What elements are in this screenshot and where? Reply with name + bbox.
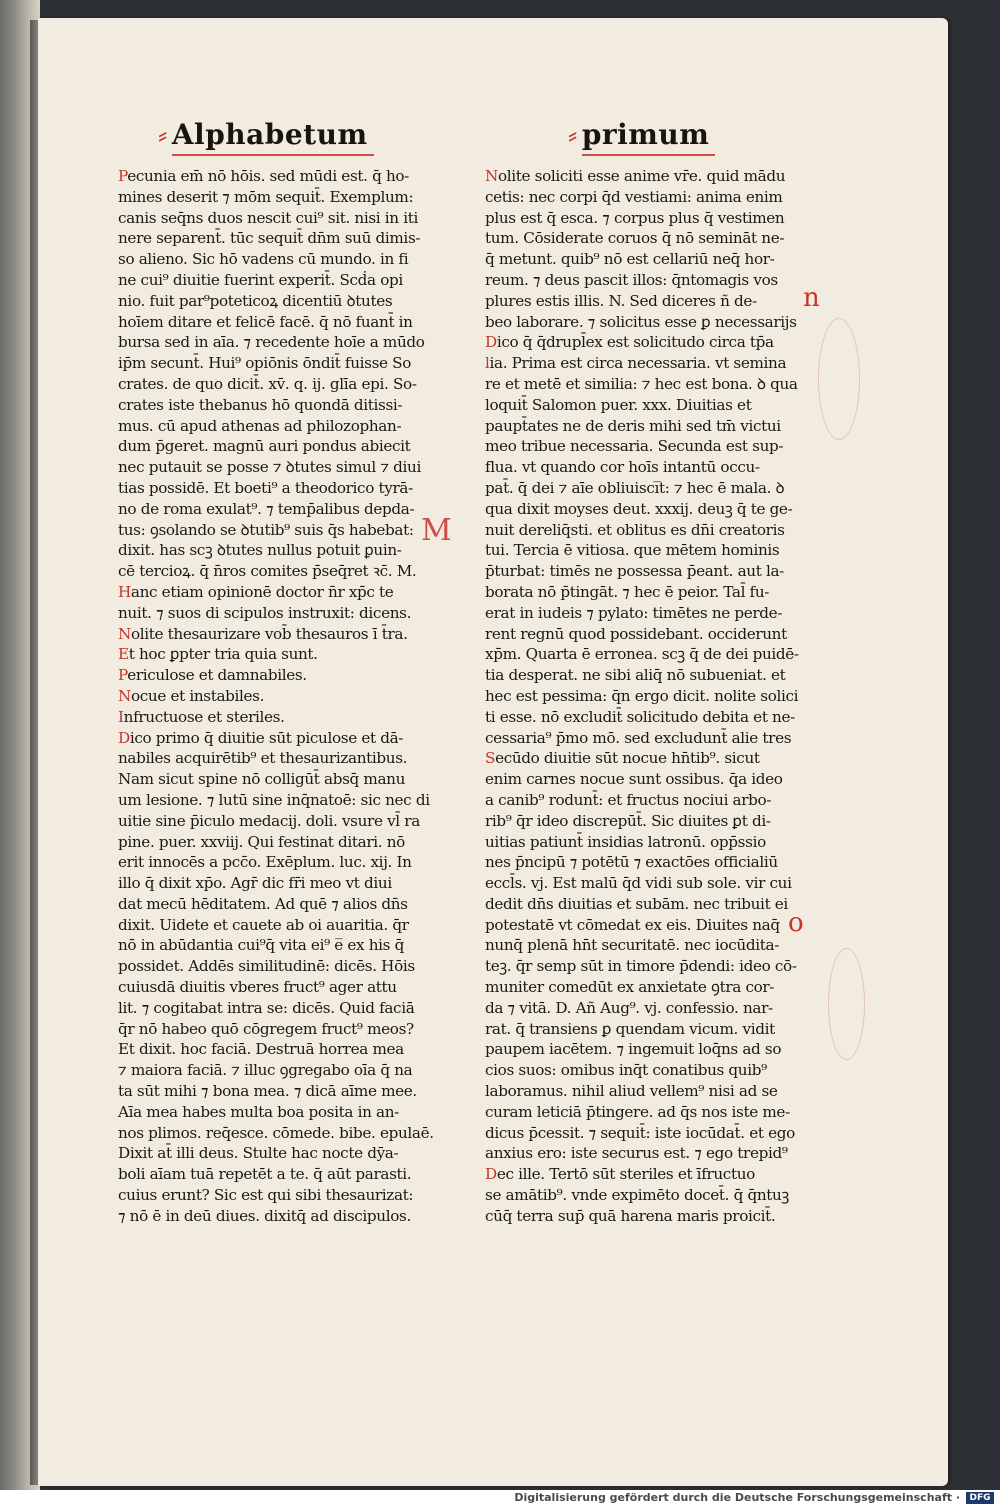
- margin-rubric-letter-n: n: [803, 283, 820, 313]
- left-column-line: [118, 166, 418, 187]
- book-page: [38, 18, 948, 1486]
- rubricated-initial: N: [118, 686, 131, 705]
- right-column-line: nuit dereliq̄sti. et oblitus es dn̄i creatoris: [485, 520, 785, 539]
- right-column-line: tia desperat. ne sibi aliq̄ nō subueniat. et: [485, 666, 786, 685]
- left-column-line: ne cui⁹ diuitie fuerint experit̄. Scḋa opi: [118, 270, 403, 289]
- left-column-line: [118, 624, 418, 645]
- paragraph-mark-icon: ⸗: [568, 118, 578, 151]
- right-column-line: q̄ metunt. quib⁹ nō est cellariū neq̄ hor-: [485, 250, 775, 269]
- left-column-line: [118, 644, 418, 665]
- left-column-line: um lesione. ⁊ lutū sine inq̄natoē: sic nec di: [118, 790, 430, 809]
- right-column-line: rent regnū quod possidebant. occiderunt: [485, 624, 787, 643]
- left-column-line: mus. cū apud athenas ad philozophan-: [118, 416, 402, 435]
- left-column-line: nec putauit se posse ⁊ ꝺtutes simul ⁊ diui: [118, 458, 421, 477]
- right-column-line: dicus p̄cessit. ⁊ sequit̄: iste iocūdat̄. et ego: [485, 1123, 795, 1142]
- running-head-left-text: Alphabetum: [171, 118, 368, 151]
- left-column-line: so alieno. Sic hō vadens cū mundo. in fi: [118, 250, 409, 269]
- left-column-line: q̄r nō habeo quō cōgregem fruct⁹ meos?: [118, 1019, 414, 1038]
- left-column-line: [118, 728, 418, 749]
- line-text: ecūdo diuitie sūt nocue hn̄tib⁹. sicut: [495, 749, 760, 768]
- left-column-line: crates iste thebanus hō quondā ditissi-: [118, 395, 403, 414]
- digitization-footer: [0, 1490, 1000, 1507]
- left-column-line: erit innocēs a pcc̄o. Exēplum. luc. xij. In: [118, 853, 412, 872]
- left-column-line: Nam sicut spine nō colligūt̄ absq̄ manu: [118, 770, 406, 789]
- left-column-line: [118, 665, 418, 686]
- right-column-line: pat̄. q̄ dei ⁊ aīe obliuisci̅t: ⁊ hec ē mala. ꝺ: [485, 478, 785, 497]
- previous-page-fragment: [2, 185, 32, 985]
- faint-margin-scribble: [828, 948, 865, 1060]
- left-column-line: dat mecū hēditatem. Ad quē ⁊ alios dn̄s: [118, 894, 408, 913]
- left-column-line: illo q̄ dixit xp̄o. Agr̄ dic fr̄i meo vt diui: [118, 874, 392, 893]
- line-text: ico primo q̄ diuitie sūt piculose et dā-: [129, 728, 404, 747]
- right-column-line: [485, 748, 815, 769]
- rubricated-initial: D: [485, 1165, 497, 1184]
- left-column-line: ta sūt mihi ⁊ bona mea. ⁊ dicā aīme mee.: [118, 1082, 417, 1101]
- right-column-line: laboramus. nihil aliud vellem⁹ nisi ad se: [485, 1082, 778, 1101]
- right-column-line: ti esse. nō excludit̄ solicitudo debita et ne-: [485, 707, 795, 726]
- line-text: olite thesaurizare vob̄ thesauros ī t̄ra.: [130, 624, 408, 643]
- faint-margin-scribble: [818, 318, 860, 440]
- running-head-left: [158, 118, 368, 152]
- left-column-line: mines deserit ⁊ mōm sequit̄. Exemplum:: [118, 187, 414, 206]
- rubricated-initial: P: [118, 167, 128, 185]
- rubricated-initial: I: [118, 707, 124, 726]
- right-column-line: rat. q̄ transiens ꝑ quendam vicum. vidit: [485, 1019, 775, 1038]
- text-column-left: [118, 166, 434, 1227]
- left-column-line: bursa sed in aīa. ⁊ recedente hoīe a mūdo: [118, 333, 425, 352]
- margin-rubric-letter-m: M: [421, 513, 452, 548]
- right-column-line: muniter comedūt ex anxietate ꝯtra cor-: [485, 978, 775, 997]
- right-column-line: da ⁊ vitā. D. Añ Aug⁹. vj. confessio. nar-: [485, 998, 773, 1017]
- right-column-line: cūq̄ terra sup̄ quā harena maris proicit̄.: [485, 1206, 776, 1225]
- left-column-line: dixit. has scꝫ ꝺtutes nullus potuit ꝑuin-: [118, 541, 402, 560]
- right-column-line: nes p̄ncipū ⁊ potētū ⁊ exactōes officialiū: [485, 853, 778, 872]
- left-column-line: pine. puer. xxviij. Qui festinat ditari. nō: [118, 832, 405, 851]
- right-column-line: plures estis illis. N. Sed diceres ñ de-: [485, 291, 757, 310]
- right-column-line: loquit̄ Salomon puer. xxx. Diuitias et: [485, 395, 752, 414]
- rubricated-initial: l: [485, 354, 490, 373]
- rubricated-initial: N: [118, 624, 131, 643]
- right-column-line: paupt̄ates ne de deris mihi sed tm̄ victui: [485, 416, 781, 435]
- right-column-line: flua. vt quando cor hoīs intantū occu-: [485, 458, 760, 477]
- rubricated-initial: E: [118, 645, 129, 664]
- left-column-line: crates. de quo dicit̄. xv̄. q. ij. glīa epi. So-: [118, 374, 417, 393]
- right-column-line: a canib⁹ rodunt̄: et fructus nociui arbo-: [485, 790, 772, 809]
- right-column-line: reum. ⁊ deus pascit illos: q̄ntomagis vos: [485, 270, 778, 289]
- right-column-line: cios suos: omibus inq̄t conatibus quib⁹: [485, 1061, 767, 1080]
- left-column-line: tias possidē. Et boeti⁹ a theodorico tyrā-: [118, 478, 413, 497]
- text-column-right: [485, 166, 815, 1227]
- right-column-line: p̄turbat: timēs ne possessa p̄eant. aut la-: [485, 562, 784, 581]
- left-column-line: nio. fuit par⁹poteticoꝝ dicentiū ꝺtutes: [118, 291, 393, 310]
- right-column-line: cessaria⁹ p̄mo mō. sed excludunt̄ alie tres: [485, 728, 792, 747]
- right-column-line: cetis: nec corpi q̄d vestiami: anima enim: [485, 187, 783, 206]
- line-text: ecunia em̄ nō hōis. sed mūdi est. q̄ ho-: [127, 167, 409, 185]
- right-column-line: potestatē vt cōmedat ex eis. Diuites naq̄: [485, 915, 780, 934]
- left-column-line: cuiusdā diuitis vberes fruct⁹ ager attu: [118, 978, 397, 997]
- left-column-line: nos plimos. req̄esce. cōmede. bibe. epulaē.: [118, 1123, 434, 1142]
- right-column-line: [485, 353, 815, 374]
- right-column-line: erat in iudeis ⁊ pylato: timētes ne perde-: [485, 603, 783, 622]
- line-text: nfructuose et steriles.: [123, 707, 285, 726]
- line-text: t hoc ꝑpter tria quia sunt.: [128, 645, 318, 664]
- right-column-line: anxius ero: iste securus est. ⁊ ego trepid⁹: [485, 1144, 788, 1163]
- right-column-line: tum. Cōsiderate coruos q̄ nō semināt ne-: [485, 229, 785, 248]
- left-column-line: canis seq̄ns duos nescit cui⁹ sit. nisi in iti: [118, 208, 418, 227]
- margin-rubric-letter-o: o: [788, 908, 804, 938]
- line-text: ec ille. Tertō sūt steriles et īfructuo: [496, 1165, 755, 1184]
- rubric-underline: [172, 154, 374, 156]
- right-column-line: eccl̄s. vj. Est malū q̄d vidi sub sole. vir cui: [485, 874, 792, 893]
- left-column-line: uitie sine p̄iculo medacij. doli. vsure vl̄ ra: [118, 811, 420, 830]
- left-column-line: possidet. Addēs similitudinē: dicēs. Hōis: [118, 957, 415, 976]
- right-column-line: borata nō p̄tingāt. ⁊ hec ē peior. Tal̄ fu-: [485, 582, 770, 601]
- rubricated-initial: D: [118, 728, 130, 747]
- left-column-line: tus: ꝯsolando se ꝺtutib⁹ suis q̄s habebat:: [118, 520, 414, 539]
- line-text: ocue et instabiles.: [130, 686, 265, 705]
- right-column-line: beo laborare. ⁊ solicitus esse ꝑ necessarijs: [485, 312, 797, 331]
- dfg-logo: DFG: [966, 1492, 994, 1504]
- left-column-line: nuit. ⁊ suos di scipulos instruxit: dicens.: [118, 603, 412, 622]
- right-column-line: nunq̄ plenā hn̄t securitatē. nec iocūdita-: [485, 936, 779, 955]
- left-column-line: nere separent̄. tūc sequit̄ dn̄m suū dimis-: [118, 229, 421, 248]
- right-column-line: meo tribue necessaria. Secunda est sup-: [485, 437, 784, 456]
- rubric-underline: [582, 154, 715, 156]
- left-column-line: ⁊ maiora faciā. ⁊ illuc ꝯgregabo oīa q̄ na: [118, 1061, 413, 1080]
- left-column-line: boli aīam tuā repetēt a te. q̄ aūt parasti.: [118, 1165, 412, 1184]
- right-column-line: se amātib⁹. vnde expimēto docet̄. q̄ q̄ntuꝫ: [485, 1186, 789, 1205]
- line-text: ia. Prima est circa necessaria. vt semina: [489, 354, 787, 373]
- right-column-line: xp̄m. Quarta ē erronea. scꝫ q̄ de dei puidē-: [485, 645, 799, 664]
- line-text: anc etiam opinionē doctor n̄r xp̄c te: [130, 582, 394, 601]
- left-column-line: [118, 686, 418, 707]
- left-column-line: Aīa mea habes multa boa posita in an-: [118, 1102, 399, 1121]
- line-text: olite soliciti esse anime vr̄e. quid mādu: [497, 167, 786, 185]
- left-column-line: [118, 582, 418, 603]
- right-column-line: rib⁹ q̄r ideo discrepūt̄. Sic diuites ꝑt di-: [485, 811, 771, 830]
- right-column-line: paupem iacētem. ⁊ ingemuit loq̄ns ad so: [485, 1040, 782, 1059]
- right-column-line: [485, 166, 815, 187]
- paragraph-mark-icon: ⸗: [158, 118, 168, 151]
- right-column-line: [485, 332, 815, 353]
- left-column-line: ip̄m secunt̄. Hui⁹ opiōnis ōndit̄ fuisse So: [118, 354, 411, 373]
- right-column-line: [485, 1164, 815, 1185]
- right-column-line: curam leticiā p̄tingere. ad q̄s nos iste me-: [485, 1102, 790, 1121]
- left-column-line: Dixit at̄ illi deus. Stulte hac nocte dȳa-: [118, 1144, 399, 1163]
- left-column-line: dum p̄geret. magnū auri pondus abiecit: [118, 437, 411, 456]
- left-column-line: Et dixit. hoc faciā. Destruā horrea mea: [118, 1040, 404, 1059]
- right-column-line: plus est q̄ esca. ⁊ corpus plus q̄ vestimen: [485, 208, 785, 227]
- left-column-line: ⁊ nō ē in deū diues. dixitq̄ ad discipulos.: [118, 1206, 411, 1225]
- left-column-line: lit. ⁊ cogitabat intra se: dicēs. Quid faciā: [118, 998, 415, 1017]
- running-head-right-text: primum: [581, 118, 710, 151]
- right-column-line: enim carnes nocue sunt ossibus. q̄a ideo: [485, 770, 783, 789]
- right-column-line: qua dixit moyses deut. xxxij. deuꝫ q̄ te ge-: [485, 499, 793, 518]
- rubricated-initial: P: [118, 666, 128, 685]
- left-column-line: nō in abūdantia cui⁹q̄ vita ei⁹ e̅ ex his q̄: [118, 936, 404, 955]
- right-column-line: re et metē et similia: ⁊ hec est bona. ꝺ qua: [485, 374, 798, 393]
- left-column-line: nabiles acquirētib⁹ et thesaurizantibus.: [118, 749, 408, 768]
- rubricated-initial: S: [485, 749, 496, 768]
- rubricated-initial: N: [485, 167, 498, 185]
- line-text: ico q̄ q̄drupl̄ex est solicitudo circa tp̄a: [496, 333, 774, 352]
- running-head-right: [568, 118, 709, 152]
- left-column-line: dixit. Uidete et cauete ab oi auaritia. q̄r: [118, 915, 409, 934]
- line-text: ericulose et damnabiles.: [127, 666, 307, 685]
- right-column-line: hec est pessima: q̄n ergo dicit. nolite solici: [485, 686, 799, 705]
- right-column-line: teꝫ. q̄r semp sūt in timore p̄dendi: ideo cō-: [485, 957, 797, 976]
- right-column-line: uitias patiunt̄ insidias latronū. opp̄ssio: [485, 832, 766, 851]
- left-column-line: no de roma exulat⁹. ⁊ temp̄alibus depda-: [118, 499, 415, 518]
- left-column-line: cuius erunt? Sic est qui sibi thesaurizat:: [118, 1186, 414, 1205]
- footer-credit: Digitalisierung gefördert durch die Deutsche Forschungsgemeinschaft ·: [514, 1491, 960, 1504]
- right-column-line: tui. Tercia ē vitiosa. que mētem hominis: [485, 541, 780, 560]
- left-column-line: [118, 707, 418, 728]
- left-column-line: hoīem ditare et felicē facē. q̄ nō fuant̄ in: [118, 312, 413, 331]
- right-column-line: dedit dn̄s diuitias et subām. nec tribuit ei: [485, 894, 788, 913]
- left-column-line: cē tercioꝝ. q̄ n̄ros comites p̄seq̄ret ꝛc̄. M.: [118, 562, 417, 581]
- rubricated-initial: D: [485, 333, 497, 352]
- rubricated-initial: H: [118, 582, 131, 601]
